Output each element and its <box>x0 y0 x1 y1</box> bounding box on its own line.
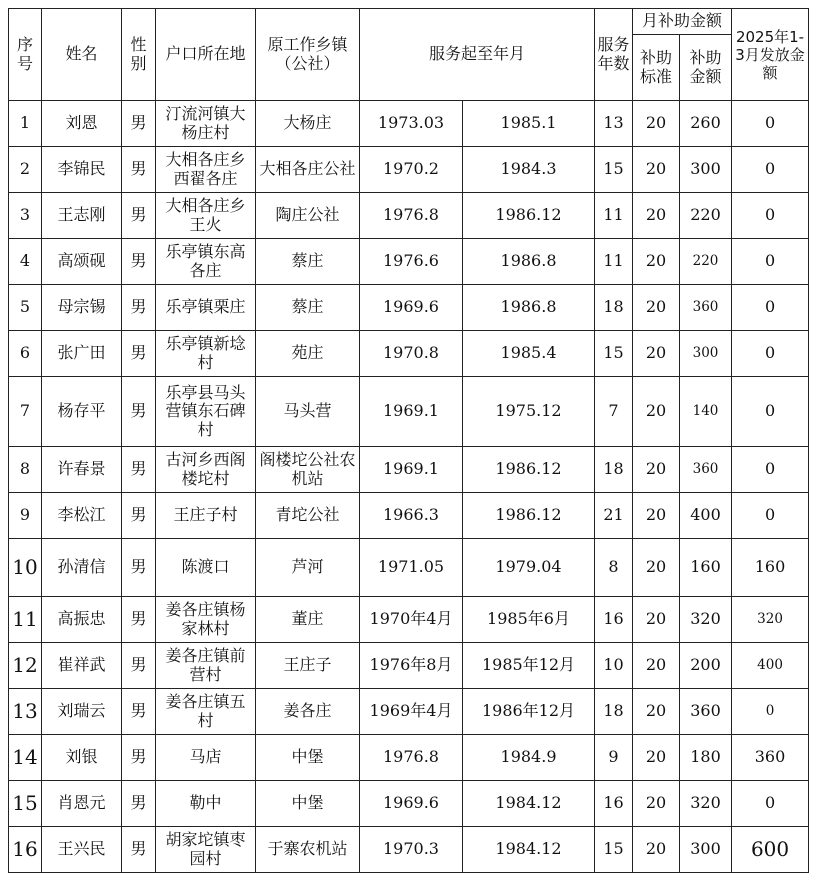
cell-seq: 10 <box>9 539 42 597</box>
cell-name: 崔祥武 <box>42 643 122 689</box>
cell-town: 中堡 <box>256 781 360 827</box>
cell-gender: 男 <box>122 643 156 689</box>
cell-amount: 300 <box>680 147 732 193</box>
cell-paid: 320 <box>732 597 809 643</box>
cell-hukou: 勒中 <box>156 781 256 827</box>
table-row <box>9 735 809 781</box>
cell-end: 1986年12月 <box>463 689 595 735</box>
cell-standard: 20 <box>633 285 680 331</box>
cell-amount: 220 <box>680 239 732 285</box>
cell-end: 1975.12 <box>463 377 595 447</box>
cell-town: 于寨农机站 <box>256 827 360 873</box>
cell-years: 11 <box>595 193 633 239</box>
cell-hukou: 陈渡口 <box>156 539 256 597</box>
table-row <box>9 689 809 735</box>
cell-start: 1976.6 <box>360 239 463 285</box>
cell-years: 8 <box>595 539 633 597</box>
cell-years: 15 <box>595 147 633 193</box>
cell-name: 李松江 <box>42 493 122 539</box>
table-row <box>9 447 809 493</box>
cell-amount: 260 <box>680 101 732 147</box>
cell-start: 1969.1 <box>360 447 463 493</box>
cell-seq: 13 <box>9 689 42 735</box>
header-paid-2025: 2025年1-3月发放金额 <box>732 9 809 101</box>
cell-start: 1970.8 <box>360 331 463 377</box>
cell-years: 11 <box>595 239 633 285</box>
cell-paid: 600 <box>732 827 809 873</box>
table-row <box>9 493 809 539</box>
cell-start: 1970.2 <box>360 147 463 193</box>
cell-end: 1984.3 <box>463 147 595 193</box>
header-hukou: 户口所在地 <box>156 9 256 101</box>
cell-seq: 15 <box>9 781 42 827</box>
cell-years: 9 <box>595 735 633 781</box>
cell-end: 1985年12月 <box>463 643 595 689</box>
header-service-years: 服务年数 <box>595 9 633 101</box>
cell-gender: 男 <box>122 493 156 539</box>
cell-seq: 5 <box>9 285 42 331</box>
cell-end: 1986.12 <box>463 493 595 539</box>
cell-paid: 0 <box>732 447 809 493</box>
cell-hukou: 王庄子村 <box>156 493 256 539</box>
cell-start: 1969.6 <box>360 781 463 827</box>
cell-seq: 7 <box>9 377 42 447</box>
cell-years: 21 <box>595 493 633 539</box>
cell-start: 1970年4月 <box>360 597 463 643</box>
cell-amount: 320 <box>680 597 732 643</box>
header-subsidy-standard: 补助标准 <box>633 35 680 101</box>
cell-seq: 8 <box>9 447 42 493</box>
cell-name: 许春景 <box>42 447 122 493</box>
cell-town: 苑庄 <box>256 331 360 377</box>
header-service-period: 服务起至年月 <box>360 9 595 101</box>
cell-gender: 男 <box>122 827 156 873</box>
cell-start: 1969.1 <box>360 377 463 447</box>
cell-start: 1966.3 <box>360 493 463 539</box>
table-row <box>9 827 809 873</box>
cell-gender: 男 <box>122 689 156 735</box>
cell-name: 李锦民 <box>42 147 122 193</box>
cell-years: 18 <box>595 689 633 735</box>
cell-name: 杨存平 <box>42 377 122 447</box>
cell-amount: 360 <box>680 285 732 331</box>
cell-gender: 男 <box>122 597 156 643</box>
cell-hukou: 汀流河镇大杨庄村 <box>156 101 256 147</box>
cell-gender: 男 <box>122 539 156 597</box>
cell-standard: 20 <box>633 827 680 873</box>
cell-start: 1976年8月 <box>360 643 463 689</box>
cell-gender: 男 <box>122 447 156 493</box>
cell-standard: 20 <box>633 331 680 377</box>
cell-name: 刘瑞云 <box>42 689 122 735</box>
cell-town: 蔡庄 <box>256 285 360 331</box>
cell-amount: 400 <box>680 493 732 539</box>
cell-start: 1976.8 <box>360 735 463 781</box>
cell-start: 1969.6 <box>360 285 463 331</box>
cell-hukou: 乐亭镇栗庄 <box>156 285 256 331</box>
cell-name: 母宗锡 <box>42 285 122 331</box>
cell-gender: 男 <box>122 239 156 285</box>
cell-name: 高颂砚 <box>42 239 122 285</box>
cell-years: 15 <box>595 331 633 377</box>
cell-standard: 20 <box>633 377 680 447</box>
cell-seq: 1 <box>9 101 42 147</box>
cell-amount: 140 <box>680 377 732 447</box>
cell-amount: 300 <box>680 827 732 873</box>
table-row <box>9 285 809 331</box>
cell-seq: 2 <box>9 147 42 193</box>
cell-start: 1976.8 <box>360 193 463 239</box>
cell-seq: 9 <box>9 493 42 539</box>
cell-standard: 20 <box>633 493 680 539</box>
cell-hukou: 乐亭县马头营镇东石碑村 <box>156 377 256 447</box>
cell-years: 18 <box>595 285 633 331</box>
cell-amount: 360 <box>680 447 732 493</box>
cell-standard: 20 <box>633 643 680 689</box>
subsidy-table <box>8 8 809 873</box>
cell-paid: 160 <box>732 539 809 597</box>
header-monthly-subsidy: 月补助金额 <box>633 9 732 35</box>
table-row <box>9 147 809 193</box>
cell-years: 18 <box>595 447 633 493</box>
table-row <box>9 539 809 597</box>
cell-paid: 0 <box>732 331 809 377</box>
cell-start: 1971.05 <box>360 539 463 597</box>
cell-seq: 16 <box>9 827 42 873</box>
header-seq: 序号 <box>9 9 42 101</box>
cell-end: 1986.12 <box>463 193 595 239</box>
cell-town: 蔡庄 <box>256 239 360 285</box>
cell-end: 1984.12 <box>463 781 595 827</box>
cell-end: 1984.12 <box>463 827 595 873</box>
cell-seq: 14 <box>9 735 42 781</box>
cell-amount: 220 <box>680 193 732 239</box>
cell-paid: 0 <box>732 239 809 285</box>
cell-start: 1970.3 <box>360 827 463 873</box>
cell-hukou: 乐亭镇东高各庄 <box>156 239 256 285</box>
cell-name: 高振忠 <box>42 597 122 643</box>
cell-paid: 0 <box>732 689 809 735</box>
cell-name: 王志刚 <box>42 193 122 239</box>
table-row <box>9 101 809 147</box>
cell-end: 1986.8 <box>463 239 595 285</box>
cell-amount: 320 <box>680 781 732 827</box>
cell-gender: 男 <box>122 735 156 781</box>
cell-paid: 0 <box>732 377 809 447</box>
cell-gender: 男 <box>122 147 156 193</box>
cell-town: 姜各庄 <box>256 689 360 735</box>
cell-amount: 160 <box>680 539 732 597</box>
table-row <box>9 239 809 285</box>
cell-town: 董庄 <box>256 597 360 643</box>
cell-seq: 4 <box>9 239 42 285</box>
cell-seq: 3 <box>9 193 42 239</box>
cell-gender: 男 <box>122 193 156 239</box>
cell-start: 1969年4月 <box>360 689 463 735</box>
cell-years: 16 <box>595 781 633 827</box>
cell-start: 1973.03 <box>360 101 463 147</box>
cell-gender: 男 <box>122 377 156 447</box>
cell-name: 张广田 <box>42 331 122 377</box>
cell-years: 15 <box>595 827 633 873</box>
cell-town: 陶庄公社 <box>256 193 360 239</box>
cell-paid: 0 <box>732 781 809 827</box>
cell-seq: 12 <box>9 643 42 689</box>
cell-standard: 20 <box>633 597 680 643</box>
cell-standard: 20 <box>633 193 680 239</box>
cell-seq: 11 <box>9 597 42 643</box>
table-row <box>9 377 809 447</box>
cell-years: 10 <box>595 643 633 689</box>
cell-paid: 0 <box>732 101 809 147</box>
cell-town: 马头营 <box>256 377 360 447</box>
cell-name: 刘银 <box>42 735 122 781</box>
cell-standard: 20 <box>633 239 680 285</box>
cell-amount: 360 <box>680 689 732 735</box>
cell-town: 大相各庄公社 <box>256 147 360 193</box>
cell-end: 1979.04 <box>463 539 595 597</box>
cell-years: 13 <box>595 101 633 147</box>
cell-end: 1986.8 <box>463 285 595 331</box>
cell-gender: 男 <box>122 101 156 147</box>
header-subsidy-amount: 补助金额 <box>680 35 732 101</box>
cell-seq: 6 <box>9 331 42 377</box>
header-name: 姓名 <box>42 9 122 101</box>
cell-paid: 0 <box>732 193 809 239</box>
cell-standard: 20 <box>633 447 680 493</box>
cell-hukou: 马店 <box>156 735 256 781</box>
cell-name: 孙清信 <box>42 539 122 597</box>
cell-standard: 20 <box>633 689 680 735</box>
cell-hukou: 古河乡西阁楼坨村 <box>156 447 256 493</box>
cell-town: 王庄子 <box>256 643 360 689</box>
cell-years: 7 <box>595 377 633 447</box>
cell-standard: 20 <box>633 539 680 597</box>
cell-standard: 20 <box>633 781 680 827</box>
table-row <box>9 597 809 643</box>
cell-end: 1985.4 <box>463 331 595 377</box>
cell-hukou: 乐亭镇新埝村 <box>156 331 256 377</box>
cell-standard: 20 <box>633 101 680 147</box>
cell-hukou: 姜各庄镇前营村 <box>156 643 256 689</box>
header-gender: 性别 <box>122 9 156 101</box>
header-orig-town: 原工作乡镇（公社） <box>256 9 360 101</box>
cell-town: 芦河 <box>256 539 360 597</box>
cell-amount: 180 <box>680 735 732 781</box>
cell-hukou: 姜各庄镇五村 <box>156 689 256 735</box>
cell-amount: 300 <box>680 331 732 377</box>
cell-end: 1986.12 <box>463 447 595 493</box>
table-row <box>9 781 809 827</box>
cell-hukou: 大相各庄乡王火 <box>156 193 256 239</box>
cell-end: 1985.1 <box>463 101 595 147</box>
cell-paid: 360 <box>732 735 809 781</box>
cell-years: 16 <box>595 597 633 643</box>
cell-paid: 400 <box>732 643 809 689</box>
table-row <box>9 643 809 689</box>
cell-town: 阁楼坨公社农机站 <box>256 447 360 493</box>
cell-paid: 0 <box>732 285 809 331</box>
cell-amount: 200 <box>680 643 732 689</box>
cell-standard: 20 <box>633 147 680 193</box>
cell-town: 中堡 <box>256 735 360 781</box>
table-row <box>9 331 809 377</box>
cell-name: 王兴民 <box>42 827 122 873</box>
cell-standard: 20 <box>633 735 680 781</box>
cell-hukou: 姜各庄镇杨家林村 <box>156 597 256 643</box>
cell-end: 1984.9 <box>463 735 595 781</box>
cell-hukou: 大相各庄乡西翟各庄 <box>156 147 256 193</box>
cell-gender: 男 <box>122 331 156 377</box>
cell-paid: 0 <box>732 147 809 193</box>
cell-gender: 男 <box>122 285 156 331</box>
cell-end: 1985年6月 <box>463 597 595 643</box>
cell-paid: 0 <box>732 493 809 539</box>
cell-gender: 男 <box>122 781 156 827</box>
table-row <box>9 193 809 239</box>
cell-name: 肖恩元 <box>42 781 122 827</box>
cell-town: 青坨公社 <box>256 493 360 539</box>
cell-town: 大杨庄 <box>256 101 360 147</box>
cell-hukou: 胡家坨镇枣园村 <box>156 827 256 873</box>
cell-name: 刘恩 <box>42 101 122 147</box>
